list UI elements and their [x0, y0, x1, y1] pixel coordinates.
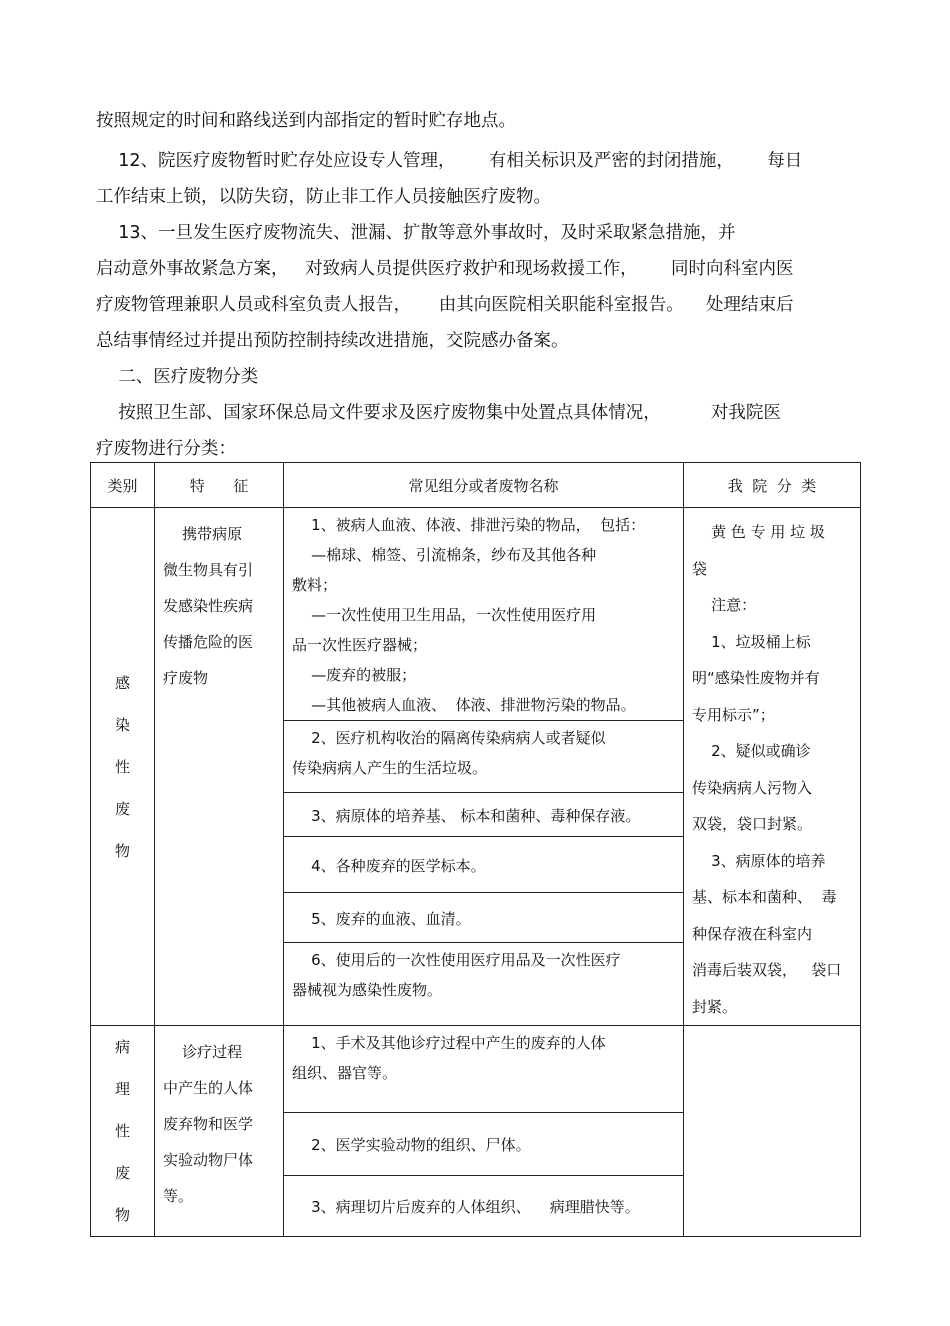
feature-line: 疗废物 — [163, 669, 209, 687]
classification-line: 1、垃圾桶上标 — [692, 632, 811, 651]
paragraph — [96, 395, 856, 467]
classification-line: 双袋，袋口封紧。 — [692, 815, 813, 833]
category-char: 物 — [114, 841, 130, 860]
paragraph — [96, 359, 856, 395]
classification-line: 袋 — [692, 559, 708, 578]
category-cell — [91, 1026, 155, 1237]
component-line: —其他被病人血液、 体液、排泄物污染的物品。 — [292, 696, 636, 714]
component-cell — [284, 1113, 684, 1176]
classification-line: 注意： — [692, 596, 757, 614]
component-cell — [284, 508, 684, 721]
paragraph-line: 启动意外事故紧急方案， 对致病人员提供医疗救护和现场救援工作， 同时向科室内医 — [96, 259, 794, 279]
component-line: 1、手术及其他诊疗过程中产生的废弃的人体 — [292, 1034, 606, 1052]
classification-line: 2、疑似或确诊 — [692, 742, 811, 760]
category-char: 感 — [114, 673, 130, 692]
component-cell — [284, 943, 684, 1026]
feature-cell — [155, 1026, 284, 1237]
classification-line: 消毒后装双袋， 袋口 — [692, 961, 842, 979]
classification-line: 传染病病人污物入 — [692, 778, 813, 797]
feature-line: 诊疗过程 — [163, 1043, 243, 1061]
component-cell — [284, 721, 684, 793]
paragraph-line: 总结事情经过并提出预防控制持续改进措施，交院感办备案。 — [96, 331, 569, 351]
component-cell — [284, 793, 684, 837]
paragraph-line: 疗废物管理兼职人员或科室负责人报告， 由其向医院相关职能科室报告。 处理结束后 — [96, 295, 794, 315]
paragraph-line: 12、院医疗废物暂时贮存处应设专人管理， 有相关标识及严密的封闭措施， 每日 — [96, 151, 803, 171]
classification-line: 封紧。 — [692, 997, 738, 1016]
paragraph-line: 二、医疗废物分类 — [96, 367, 259, 387]
category-char: 废 — [114, 1164, 130, 1182]
paragraph — [96, 215, 856, 359]
paragraph-line: 13、一旦发生医疗废物流失、泄漏、扩散等意外事故时，及时采取紧急措施，并 — [96, 223, 736, 243]
component-line: 敷料； — [292, 576, 338, 594]
feature-line: 废弃物和医学 — [163, 1115, 254, 1133]
paragraph — [96, 103, 856, 139]
header-feature: 特 征 — [155, 463, 284, 508]
component-cell — [284, 1026, 684, 1113]
paragraph-line: 疗废物进行分类： — [96, 439, 236, 459]
feature-line: 发感染性疾病 — [163, 597, 254, 615]
table-row — [91, 508, 861, 721]
feature-cell — [155, 508, 284, 1026]
paragraph-line: 按照卫生部、国家环保总局文件要求及医疗废物集中处置点具体情况， 对我院医 — [96, 403, 781, 423]
feature-line: 等。 — [163, 1187, 194, 1205]
paragraph — [96, 143, 856, 215]
component-line: —棉球、棉签、引流棉条，纱布及其他各种 — [292, 546, 597, 564]
table-row — [91, 1026, 861, 1113]
table-header-row — [91, 463, 861, 508]
component-line: —一次性使用卫生用品，一次性使用医疗用 — [292, 606, 597, 624]
feature-line: 微生物具有引 — [163, 561, 254, 579]
component-line: 2、医疗机构收治的隔离传染病病人或者疑似 — [292, 729, 606, 747]
paragraph-line: 按照规定的时间和路线送到内部指定的暂时贮存地点。 — [96, 111, 516, 131]
component-cell — [284, 1176, 684, 1237]
component-line: 2、医学实验动物的组织、尸体。 — [292, 1136, 531, 1155]
component-cell — [284, 837, 684, 893]
category-cell — [91, 508, 155, 1026]
component-cell — [284, 893, 684, 943]
component-line: —废弃的被服； — [292, 666, 417, 684]
header-components: 常见组分或者废物名称 — [284, 463, 684, 508]
component-line: 器械视为感染性废物。 — [292, 981, 443, 999]
classification-line: 黄 色 专 用 垃 圾 — [692, 523, 825, 541]
classification-cell — [684, 508, 861, 1026]
classification-line: 专用标示”； — [692, 705, 775, 724]
classification-cell — [684, 1026, 861, 1237]
category-char: 性 — [114, 1122, 130, 1140]
feature-line: 携带病原 — [163, 525, 243, 543]
classification-line: 基、标本和菌种、 毒 — [692, 888, 837, 906]
component-line: 传染病病人产生的生活垃圾。 — [292, 759, 488, 777]
header-hospital-class: 我 院 分 类 — [684, 463, 861, 508]
feature-line: 实验动物尸体 — [163, 1151, 254, 1169]
component-line: 1、被病人血液、体液、排泄污染的物品， 包括： — [292, 516, 646, 534]
component-line: 5、废弃的血液、血清。 — [292, 909, 471, 928]
classification-line: 3、病原体的培养 — [692, 851, 826, 870]
category-char: 染 — [114, 715, 130, 734]
component-line: 3、病原体的培养基、 标本和菌种、毒种保存液。 — [292, 806, 641, 825]
header-category: 类别 — [91, 463, 155, 508]
component-line: 组织、器官等。 — [292, 1064, 398, 1082]
component-line: 3、病理切片后废弃的人体组织、 病理腊快等。 — [292, 1198, 640, 1217]
category-char: 性 — [114, 757, 130, 776]
category-char: 病 — [114, 1038, 130, 1056]
component-line: 4、各种废弃的医学标本。 — [292, 856, 486, 875]
classification-line: 明“感染性废物并有 — [692, 669, 820, 687]
waste-classification-table — [90, 462, 861, 1237]
feature-line: 传播危险的医 — [163, 633, 254, 651]
paragraph-line: 工作结束上锁，以防失窃，防止非工作人员接触医疗废物。 — [96, 187, 551, 207]
component-line: 品一次性医疗器械； — [292, 636, 428, 654]
category-char: 废 — [114, 799, 130, 818]
feature-line: 中产生的人体 — [163, 1079, 254, 1097]
classification-line: 种保存液在科室内 — [692, 924, 813, 943]
category-char: 理 — [114, 1080, 130, 1098]
component-line: 6、使用后的一次性使用医疗用品及一次性医疗 — [292, 951, 621, 969]
category-char: 物 — [114, 1206, 130, 1224]
